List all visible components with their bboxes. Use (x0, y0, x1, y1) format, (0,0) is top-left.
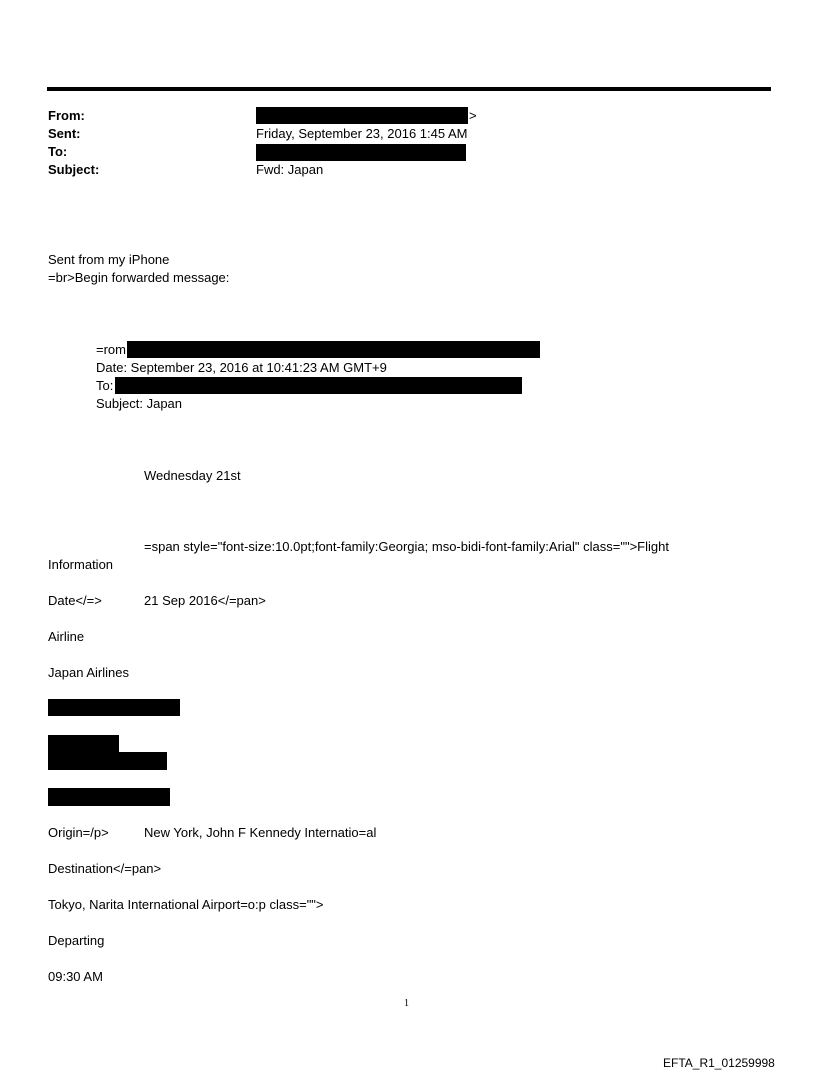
sent-value: Friday, September 23, 2016 1:45 AM (256, 126, 468, 141)
fwd-from-label: =rom (96, 342, 126, 357)
fwd-subject: Subject: Japan (96, 396, 183, 411)
fwd-to-label: To: (96, 378, 114, 393)
redaction-to (256, 144, 466, 161)
date-label: Date</=> (48, 593, 102, 608)
origin-label: Origin=/p> (48, 825, 109, 840)
sent-label: Sent: (48, 126, 81, 141)
subject-label: Subject: (48, 162, 100, 177)
span-line: =span style="font-size:10.0pt;font-family:Georgia; mso-bidi-font-family:Arial" class="">Flight (144, 539, 669, 554)
redaction-block-4 (48, 788, 170, 806)
bates-number: EFTA_R1_01259998 (663, 1056, 775, 1070)
to-label: To: (48, 144, 68, 159)
from-suffix: > (469, 108, 477, 123)
redaction-block-1 (48, 699, 180, 716)
day-line: Wednesday 21st (144, 468, 241, 483)
redaction-block-2 (48, 735, 119, 752)
departing-value: 09:30 AM (48, 969, 103, 984)
redaction-from (256, 107, 468, 124)
redaction-fwd-to (115, 377, 522, 394)
information-line: Information (48, 557, 114, 572)
origin-value: New York, John F Kennedy Internatio=al (144, 825, 377, 840)
redaction-fwd-from (127, 341, 540, 358)
airline-label: Airline (48, 629, 85, 644)
begin-forwarded-line: =br>Begin forwarded message: (48, 270, 230, 285)
redaction-block-3 (48, 752, 167, 770)
destination-value: Tokyo, Narita International Airport=o:p class=""> (48, 897, 324, 912)
fwd-date: Date: September 23, 2016 at 10:41:23 AM GMT+9 (96, 360, 387, 375)
page-number: 1 (404, 998, 409, 1009)
subject-value: Fwd: Japan (256, 162, 324, 177)
header-rule (47, 87, 771, 91)
from-label: From: (48, 108, 85, 123)
airline-value: Japan Airlines (48, 665, 129, 680)
sent-from-line: Sent from my iPhone (48, 252, 170, 267)
destination-label: Destination</=pan> (48, 861, 162, 876)
date-value: 21 Sep 2016</=pan> (144, 593, 266, 608)
departing-label: Departing (48, 933, 105, 948)
